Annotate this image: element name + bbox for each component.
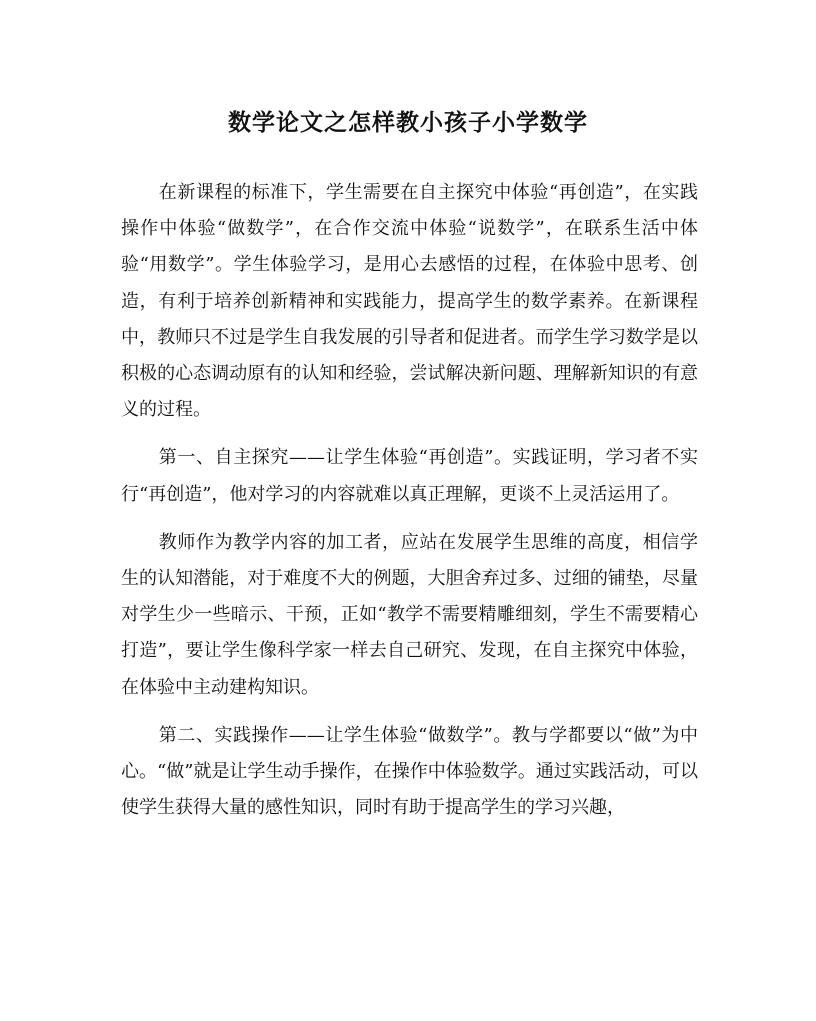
paragraph-point-one: 第一、自主探究——让学生体验“再创造”。实践证明，学习者不实行“再创造”，他对学习的内容就难以真正理解，更谈不上灵活运用了。 [121, 447, 698, 505]
paragraph-intro: 在新课程的标准下，学生需要在自主探究中体验“再创造”，在实践操作中体验“做数学”，在合作交流中体验“说数学”，在联系生活中体验“用数学”。学生体验学习，是用心去感悟的过程，在体验中思考、创造，有利于培养创新精神和实践能力，提高学生的数学素养。在新课程中，教师只不过是学生自我发展的引导者和促进者。而学生学习数学是以积极的心态调动原有的认知和经验，尝试解决新问题、理解新知识的有意义的过程。 [121, 182, 698, 421]
document-body [121, 175, 698, 838]
paragraph-point-two: 第二、实践操作——让学生体验“做数学”。教与学都要以“做”为中心。“做”就是让学生动手操作，在操作中体验数学。通过实践活动，可以使学生获得大量的感性知识，同时有助于提高学生的学习兴趣， [121, 724, 698, 819]
paragraph-teacher-role: 教师作为教学内容的加工者，应站在发展学生思维的高度，相信学生的认知潜能，对于难度不大的例题，大胆舍弃过多、过细的铺垫，尽量对学生少一些暗示、干预，正如“教学不需要精雕细刻，学生不需要精心打造”，要让学生像科学家一样去自己研究、发现，在自主探究中体验，在体验中主动建构知识。 [121, 531, 698, 698]
document-title: 数学论文之怎样教小孩子小学数学 [228, 109, 588, 136]
